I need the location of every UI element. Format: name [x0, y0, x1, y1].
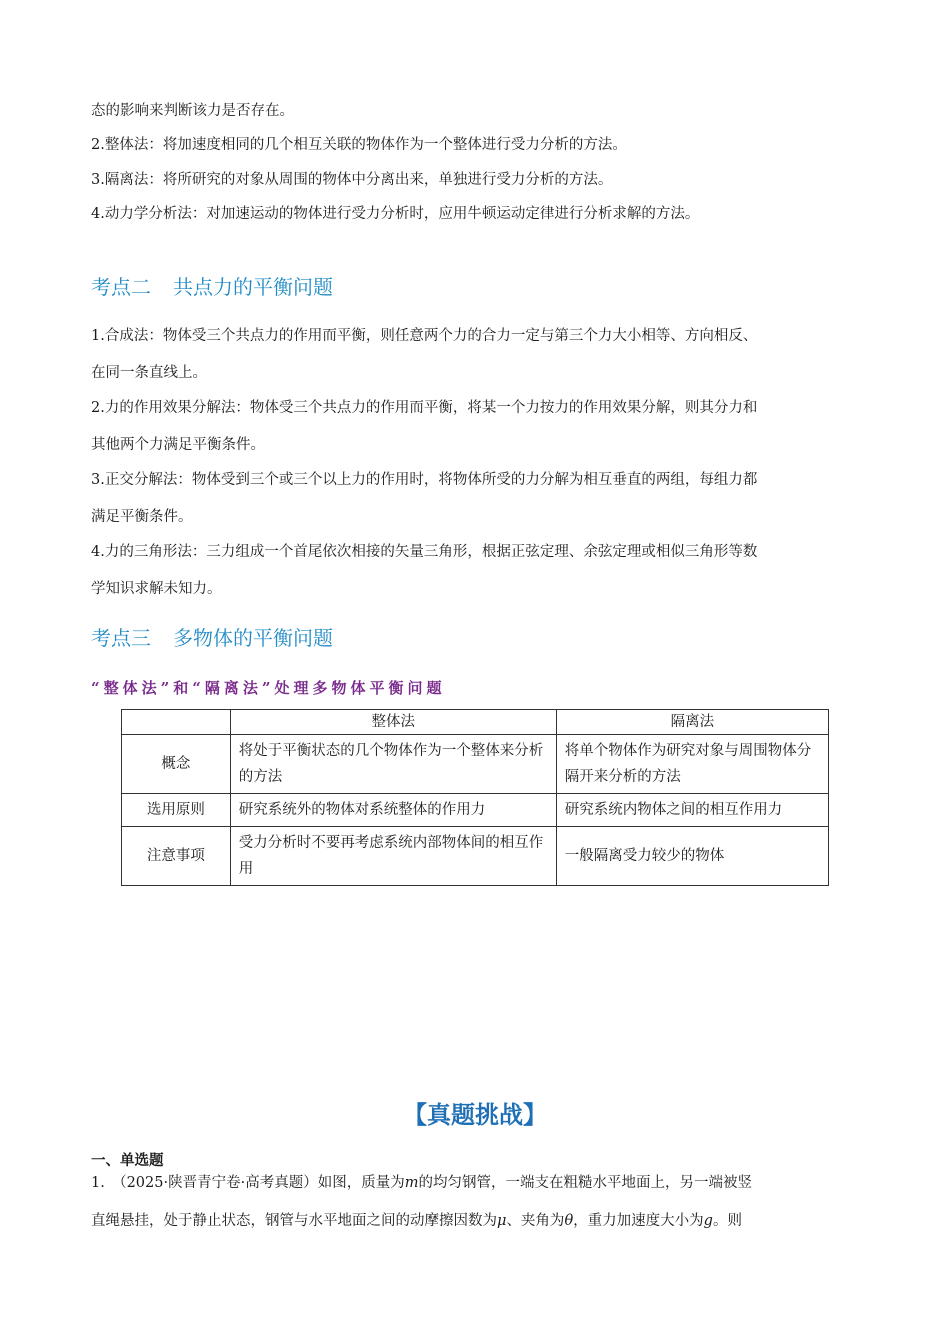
table-cell: 受力分析时不要再考虑系统内部物体间的相互作用	[230, 827, 556, 886]
table-cell: 研究系统外的物体对系统整体的作用力	[230, 794, 556, 827]
table-row	[122, 794, 829, 827]
table-header-cell	[122, 710, 231, 735]
section-2-line-2: 2.力的作用效果分解法：物体受三个共点力的作用而平衡，将某一个力按力的作用效果分解，则其分力和	[91, 400, 758, 416]
section-2-line-7: 学知识求解未知力。	[91, 581, 222, 597]
variable-theta: θ	[564, 1213, 574, 1229]
table-row	[122, 827, 829, 886]
table-cell: 将单个物体作为研究对象与周围物体分隔开来分析的方法	[556, 735, 828, 794]
question-1-line-2	[91, 1211, 861, 1231]
section-3-label: 考点三	[91, 626, 151, 650]
paragraph-intro-3: 4.动力学分析法：对加速运动的物体进行受力分析时，应用牛顿运动定律进行分析求解的方法。	[91, 206, 700, 222]
table-row-label: 注意事项	[122, 827, 231, 886]
question-1-text-a: 1. （2025·陕晋青宁卷·高考真题）如图，质量为	[91, 1175, 405, 1191]
section-2-line-4: 3.正交分解法：物体受到三个或三个以上力的作用时，将物体所受的力分解为相互垂直的两组，每组力都	[91, 472, 758, 488]
section-2-line-0: 1.合成法：物体受三个共点力的作用而平衡，则任意两个力的合力一定与第三个力大小相等、方向相反、	[91, 328, 758, 344]
table-cell: 一般隔离受力较少的物体	[556, 827, 828, 886]
table-cell: 研究系统内物体之间的相互作用力	[556, 794, 828, 827]
question-1-text-f: 。则	[712, 1213, 742, 1229]
table-row	[122, 735, 829, 794]
table-row-label: 选用原则	[122, 794, 231, 827]
section-2-title: 共点力的平衡问题	[173, 275, 333, 299]
section-2-line-5: 满足平衡条件。	[91, 509, 193, 525]
table-row-label: 概念	[122, 735, 231, 794]
paragraph-intro-2: 3.隔离法：将所研究的对象从周围的物体中分离出来，单独进行受力分析的方法。	[91, 172, 613, 188]
section-heading-3	[91, 622, 333, 651]
question-1-text-b: 的均匀钢管，一端支在粗糙水平地面上，另一端被竖	[418, 1175, 752, 1191]
variable-mu: μ	[497, 1213, 507, 1229]
section-heading-2	[91, 271, 333, 300]
table-header-cell: 隔离法	[556, 710, 828, 735]
exercise-section-title: 一、单选题	[91, 1153, 164, 1169]
paragraph-intro-0: 态的影响来判断该力是否存在。	[91, 103, 294, 119]
variable-m: m	[404, 1175, 419, 1191]
question-1-text-e: ，重力加速度大小为	[573, 1213, 704, 1229]
variable-g: g	[703, 1213, 713, 1229]
table-header-row	[122, 710, 829, 735]
section-3-subtitle: “整体法”和“隔离法”处理多物体平衡问题	[91, 679, 446, 697]
paragraph-intro-1: 2.整体法：将加速度相同的几个相互关联的物体作为一个整体进行受力分析的方法。	[91, 137, 627, 153]
section-2-line-3: 其他两个力满足平衡条件。	[91, 437, 265, 453]
question-1-text-d: 、夹角为	[506, 1213, 565, 1229]
section-2-label: 考点二	[91, 275, 151, 299]
section-2-line-6: 4.力的三角形法：三力组成一个首尾依次相接的矢量三角形，根据正弦定理、余弦定理或相似三角形等数	[91, 544, 758, 560]
banner-title: 【真题挑战】	[403, 1101, 547, 1129]
section-3-title: 多物体的平衡问题	[173, 626, 333, 650]
question-1-text-c: 直绳悬挂，处于静止状态，钢管与水平地面之间的动摩擦因数为	[91, 1213, 497, 1229]
table-cell: 将处于平衡状态的几个物体作为一个整体来分析的方法	[230, 735, 556, 794]
table-header-cell: 整体法	[230, 710, 556, 735]
section-2-line-1: 在同一条直线上。	[91, 365, 207, 381]
question-1-line-1	[91, 1173, 861, 1193]
comparison-table	[121, 709, 829, 886]
